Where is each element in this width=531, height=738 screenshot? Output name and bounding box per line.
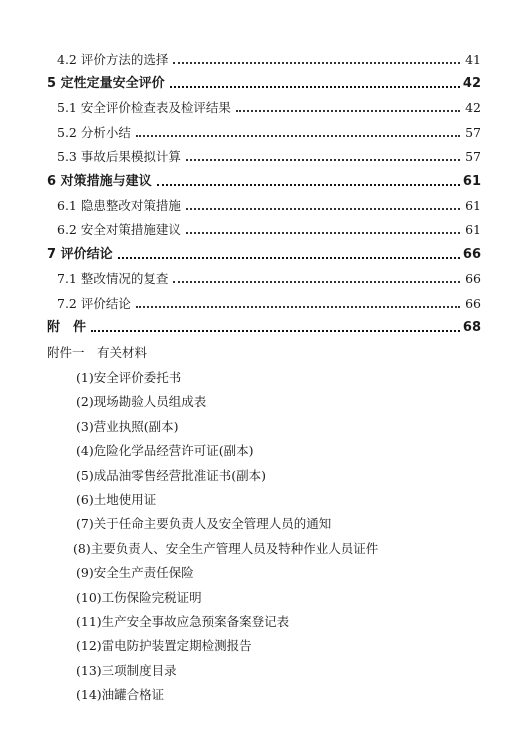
dot-leader [186, 158, 460, 161]
toc-chapter[interactable] [47, 72, 481, 92]
toc-entry-title: 附 件 [47, 320, 87, 335]
appendix-item[interactable]: (7)关于任命主要负责人及安全管理人员的通知 [76, 516, 332, 531]
toc-entry-page: 42 [465, 100, 481, 115]
toc-entry[interactable] [57, 218, 481, 238]
toc-entry-title: 6.2 安全对策措施建议 [57, 222, 181, 237]
toc-chapter[interactable] [47, 170, 481, 190]
toc-entry-page: 41 [465, 52, 481, 67]
toc-entry[interactable] [57, 194, 481, 214]
toc-entry[interactable] [57, 292, 481, 312]
toc-entry-page: 42 [462, 76, 481, 91]
toc-entry[interactable] [57, 48, 481, 68]
dot-leader [173, 280, 460, 283]
toc-entry-page: 61 [462, 174, 481, 189]
appendix-item[interactable]: (11)生产安全事故应急预案备案登记表 [76, 614, 290, 629]
appendix-item[interactable]: (10)工伤保险完税证明 [76, 590, 202, 605]
toc-entry-title: 4.2 评价方法的选择 [57, 52, 169, 67]
toc-entry-title: 5.1 安全评价检查表及检评结果 [57, 100, 231, 115]
dot-leader [170, 85, 460, 88]
toc-chapter[interactable] [47, 243, 481, 263]
toc-entry-title: 5 定性定量安全评价 [47, 76, 165, 91]
appendix-item[interactable]: (12)雷电防护装置定期检测报告 [76, 638, 252, 653]
dot-leader [157, 183, 460, 186]
appendix-heading: 附件一 有关材料 [47, 345, 148, 360]
toc-entry-page: 57 [465, 125, 481, 140]
toc-entry[interactable] [57, 267, 481, 287]
appendix-item[interactable]: (4)危险化学品经营许可证(副本) [76, 443, 254, 458]
toc-entry-page: 61 [465, 198, 481, 213]
toc-entry-page: 57 [465, 149, 481, 164]
toc-entry-title: 7.2 评价结论 [57, 296, 131, 311]
appendix-item[interactable]: (3)营业执照(副本) [76, 419, 179, 434]
toc-entry[interactable] [57, 96, 481, 116]
appendix-item[interactable]: (5)成品油零售经营批准证书(副本) [76, 468, 266, 483]
toc-entry-page: 68 [462, 320, 481, 335]
toc-entry-title: 7 评价结论 [47, 247, 113, 262]
toc-entry-page: 61 [465, 222, 481, 237]
appendix-item[interactable]: (13)三项制度目录 [76, 663, 177, 678]
appendix-item[interactable]: (2)现场勘验人员组成表 [76, 394, 207, 409]
toc-entry-title: 5.3 事故后果模拟计算 [57, 149, 181, 164]
dot-leader [91, 329, 460, 332]
toc-entry[interactable] [57, 145, 481, 165]
dot-leader [136, 134, 460, 137]
toc-entry-page: 66 [465, 271, 481, 286]
dot-leader [186, 207, 460, 210]
appendix-item[interactable]: (9)安全生产责任保险 [76, 565, 194, 580]
dot-leader [136, 305, 460, 308]
toc-entry-title: 6.1 隐患整改对策措施 [57, 198, 181, 213]
toc-entry-page: 66 [462, 247, 481, 262]
toc-entry[interactable] [57, 121, 481, 141]
appendix-item[interactable]: (8)主要负责人、安全生产管理人员及特种作业人员证件 [73, 541, 379, 556]
toc-entry-title: 5.2 分析小结 [57, 125, 131, 140]
appendix-item[interactable]: (6)土地使用证 [76, 492, 157, 507]
toc-entry-title: 6 对策措施与建议 [47, 174, 152, 189]
toc-entry-page: 66 [465, 296, 481, 311]
toc-chapter[interactable] [47, 316, 481, 336]
appendix-item[interactable]: (14)油罐合格证 [76, 687, 165, 702]
toc-entry-title: 7.1 整改情况的复查 [57, 271, 169, 286]
dot-leader [186, 231, 460, 234]
dot-leader [118, 256, 460, 259]
dot-leader [173, 61, 460, 64]
dot-leader [236, 109, 460, 112]
appendix-item[interactable]: (1)安全评价委托书 [76, 370, 182, 385]
